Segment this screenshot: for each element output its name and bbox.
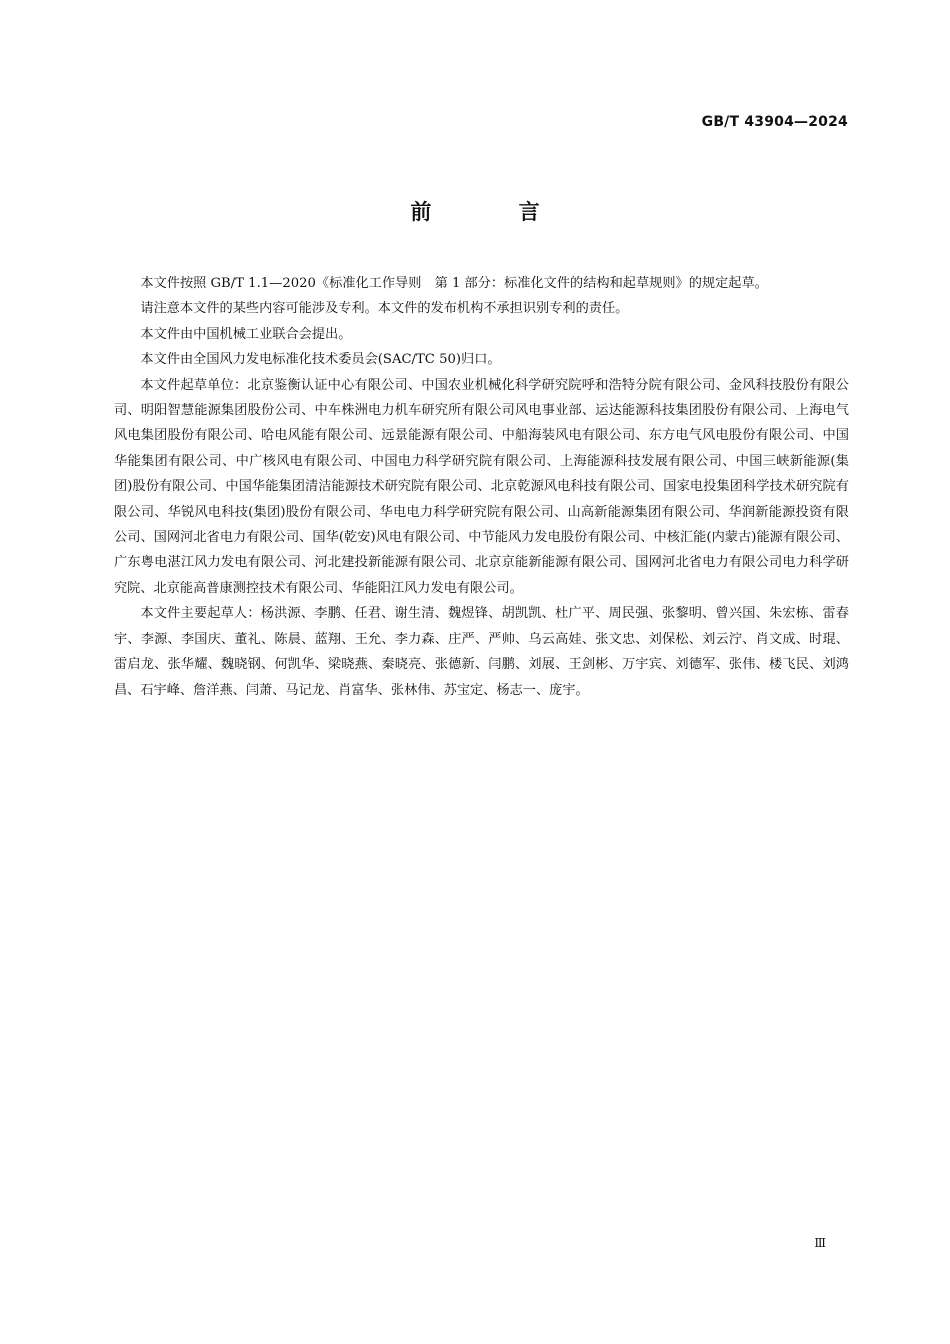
foreword-body	[114, 271, 849, 703]
paragraph-proposer: 本文件由中国机械工业联合会提出。	[140, 326, 352, 342]
paragraph-drafting-units: 本文件起草单位：北京鉴衡认证中心有限公司、中国农业机械化科学研究院呼和浩特分院有限公司、金风科技股份有限公司、明阳智慧能源集团股份公司、中车株洲电力机车研究所有限公司风电事业部、运达能源科技集团股份有限公司、上海电气风电集团股份有限公司、哈电风能有限公司、远景能源有限公司、中船海装风电有限公司、东方电气风电股份有限公司、中国华能集团有限公司、中广核风电有限公司、中国电力科学研究院有限公司、上海能源科技发展有限公司、中国三峡新能源(集团)股份有限公司、中国华能集团清洁能源技术研究院有限公司、北京乾源风电科技有限公司、国家电投集团科学技术研究院有限公司、华锐风电科技(集团)股份有限公司、华电电力科学研究院有限公司、山高新能源集团有限公司、华润新能源投资有限公司、国网河北省电力有限公司、国华(乾安)风电有限公司、中节能风力发电股份有限公司、中核汇能(内蒙古)能源有限公司、广东粤电湛江风力发电有限公司、河北建投新能源有限公司、北京京能新能源有限公司、国网河北省电力有限公司电力科学研究院、北京能高普康测控技术有限公司、华能阳江风力发电有限公司。	[114, 377, 849, 596]
paragraph-technical-committee: 本文件由全国风力发电标准化技术委员会(SAC/TC 50)归口。	[140, 352, 501, 368]
page-title: 前 言	[410, 200, 580, 224]
page-number: Ⅲ	[814, 1236, 826, 1250]
paragraph-patent-notice: 请注意本文件的某些内容可能涉及专利。本文件的发布机构不承担识别专利的责任。	[140, 301, 629, 317]
paragraph-drafters: 本文件主要起草人：杨洪源、李鹏、任君、谢生清、魏煜锋、胡凯凯、杜广平、周民强、张黎明、曾兴国、朱宏栋、雷春宇、李源、李国庆、董礼、陈晨、蓝翔、王允、李力森、庄严、严帅、乌云高娃、张文忠、刘保松、刘云泞、肖文成、时琨、雷启龙、张华耀、魏晓钢、何凯华、梁晓燕、秦晓亮、张德新、闫鹏、刘展、王剑彬、万宇宾、刘德军、张伟、楼飞民、刘鸿昌、石宇峰、詹洋燕、闫萧、马记龙、肖富华、张林伟、苏宝定、杨志一、庞宇。	[114, 606, 849, 698]
standard-code: GB/T 43904—2024	[701, 114, 848, 130]
paragraph-drafting-rules: 本文件按照 GB/T 1.1—2020《标准化工作导则 第 1 部分：标准化文件的结构和起草规则》的规定起草。	[140, 276, 768, 291]
